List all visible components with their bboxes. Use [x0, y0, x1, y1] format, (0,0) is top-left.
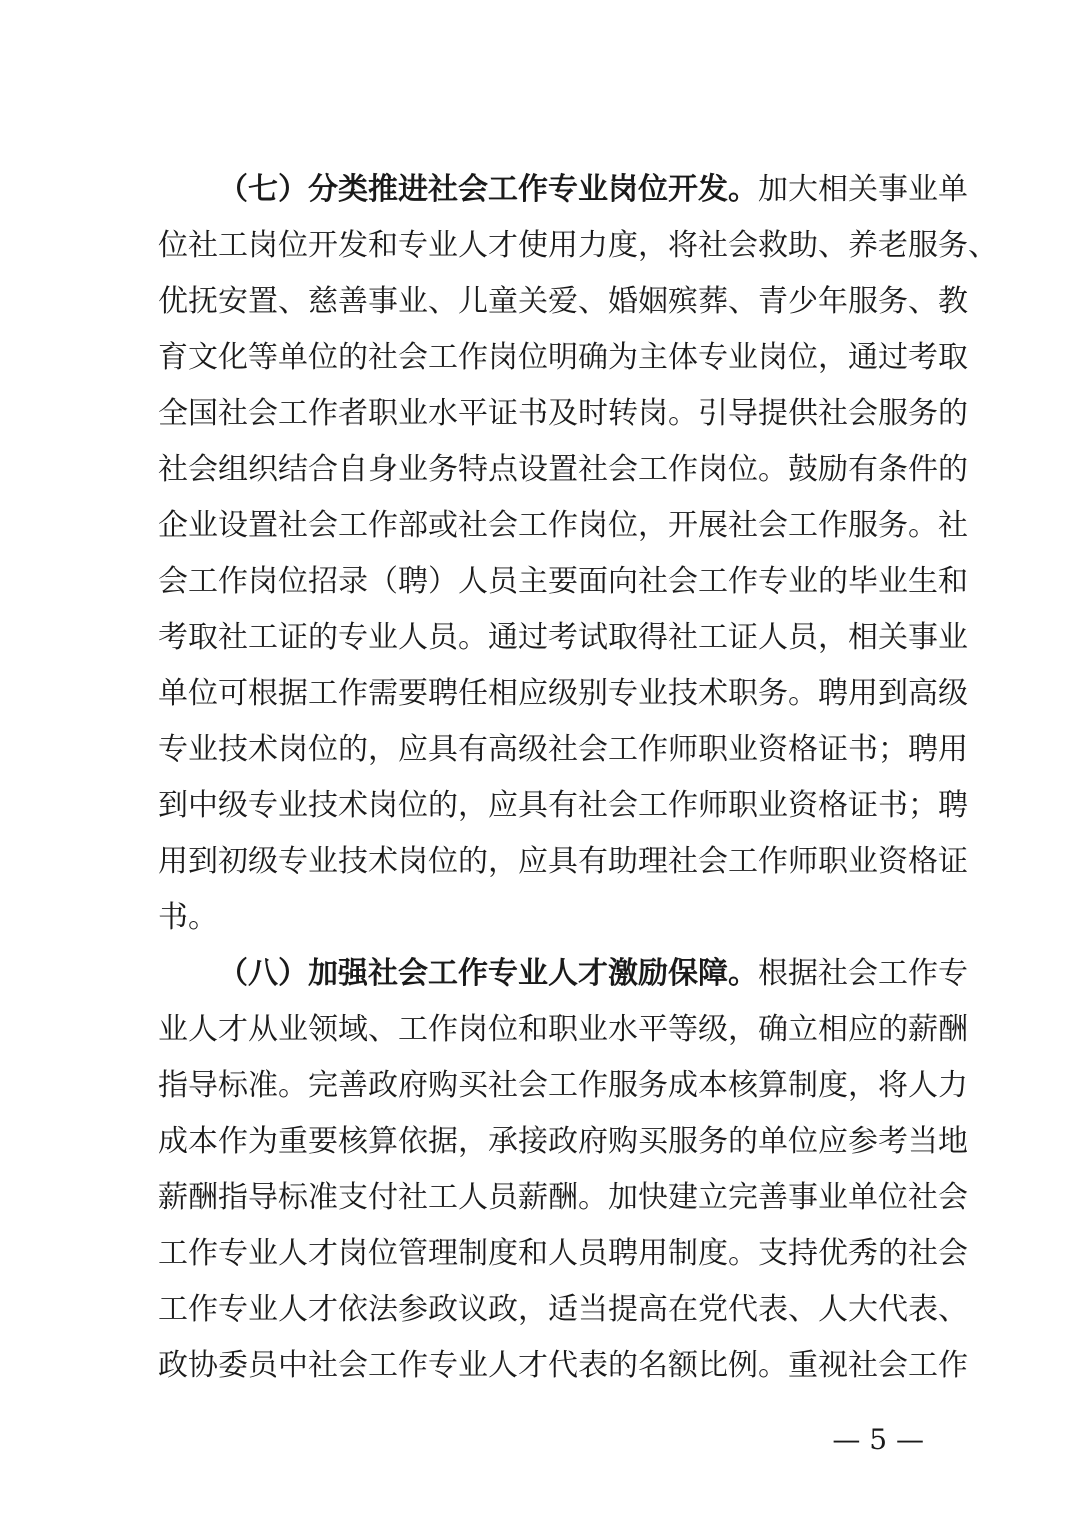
paragraph-8-line-6: 工作专业人才岗位管理制度和人员聘用制度。支持优秀的社会 [158, 1236, 968, 1271]
paragraph-8-line-8: 政协委员中社会工作专业人才代表的名额比例。重视社会工作 [158, 1348, 968, 1383]
paragraph-7-line-8: 会工作岗位招录（聘）人员主要面向社会工作专业的毕业生和 [158, 564, 968, 599]
paragraph-7-line-10: 单位可根据工作需要聘任相应级别专业技术职务。聘用到高级 [158, 676, 968, 711]
section-7-heading: （七）分类推进社会工作专业岗位开发。 [218, 172, 758, 207]
paragraph-7-line-9: 考取社工证的专业人员。通过考试取得社工证人员，相关事业 [158, 620, 968, 655]
page-number: — 5 — [832, 1423, 924, 1456]
paragraph-7-line-3: 优抚安置、慈善事业、儿童关爱、婚姻殡葬、青少年服务、教 [158, 284, 968, 319]
paragraph-7-line-5: 全国社会工作者职业水平证书及时转岗。引导提供社会服务的 [158, 396, 968, 431]
paragraph-8-line-5: 薪酬指导标准支付社工人员薪酬。加快建立完善事业单位社会 [158, 1180, 968, 1215]
paragraph-7-line-14: 书。 [158, 900, 218, 935]
section-8-text: 根据社会工作专 [758, 956, 968, 991]
paragraph-8-line-7: 工作专业人才依法参政议政，适当提高在党代表、人大代表、 [158, 1292, 968, 1327]
paragraph-7-line-11: 专业技术岗位的，应具有高级社会工作师职业资格证书；聘用 [158, 732, 968, 767]
paragraph-8-line-3: 指导标准。完善政府购买社会工作服务成本核算制度，将人力 [158, 1068, 968, 1103]
paragraph-7-line-6: 社会组织结合自身业务特点设置社会工作岗位。鼓励有条件的 [158, 452, 968, 487]
section-7-text: 加大相关事业单 [758, 172, 968, 207]
paragraph-7-line-7: 企业设置社会工作部或社会工作岗位，开展社会工作服务。社 [158, 508, 968, 543]
paragraph-7-line-13: 用到初级专业技术岗位的，应具有助理社会工作师职业资格证 [158, 844, 968, 879]
section-8-heading: （八）加强社会工作专业人才激励保障。 [218, 956, 758, 991]
paragraph-8-line-2: 业人才从业领域、工作岗位和职业水平等级，确立相应的薪酬 [158, 1012, 968, 1047]
paragraph-7-line-12: 到中级专业技术岗位的，应具有社会工作师职业资格证书；聘 [158, 788, 968, 823]
paragraph-7-line-1 [218, 162, 968, 218]
paragraph-8-line-1 [218, 946, 968, 1002]
paragraph-7-line-4: 育文化等单位的社会工作岗位明确为主体专业岗位，通过考取 [158, 340, 968, 375]
paragraph-8-line-4: 成本作为重要核算依据，承接政府购买服务的单位应参考当地 [158, 1124, 968, 1159]
paragraph-7-line-2: 位社工岗位开发和专业人才使用力度，将社会救助、养老服务、 [158, 228, 998, 263]
